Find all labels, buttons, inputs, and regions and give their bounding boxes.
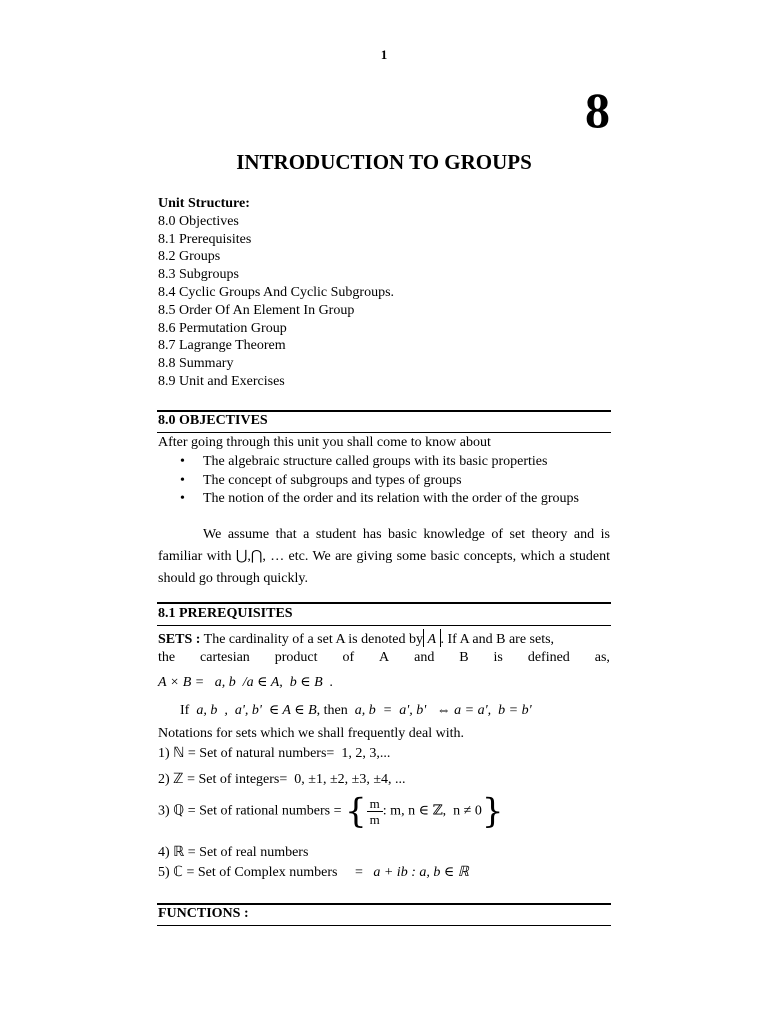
cardinality-symbol: A	[427, 632, 437, 647]
fraction-numerator: m	[367, 796, 383, 812]
list-number: 3)	[158, 803, 170, 819]
unit-structure-heading: Unit Structure:	[158, 196, 250, 211]
then-word: , then	[316, 703, 348, 718]
word: product	[274, 650, 318, 665]
toc-item: 8.0 Objectives	[158, 213, 239, 229]
if-word: If	[180, 703, 190, 718]
bullet-item: • The notion of the order and its relation with the order of the groups	[180, 490, 579, 509]
rationals-symbol: ℚ	[173, 802, 185, 819]
pair-equality-result: a, b = a', b' ⇔ a = a', b = b'	[354, 703, 532, 718]
sets-text: . If A and B are sets,	[440, 632, 555, 647]
toc-item: 8.9 Unit and Exercises	[158, 373, 285, 389]
equals-sign: =	[354, 865, 363, 880]
word: as,	[594, 650, 610, 665]
word: the	[158, 650, 176, 665]
number-set-item	[158, 743, 390, 764]
cartesian-line	[158, 650, 610, 666]
objectives-bullets	[180, 453, 579, 509]
section-rule-top	[157, 602, 611, 604]
reals-symbol: ℝ	[173, 844, 185, 860]
right-brace: }	[481, 791, 504, 832]
list-text: = Set of rational numbers =	[184, 803, 342, 819]
toc-item: 8.2 Groups	[158, 249, 221, 265]
list-number: 2)	[158, 772, 170, 787]
chapter-number: 8	[585, 82, 610, 138]
bullet-item: • The algebraic structure called groups with its basic properties	[180, 453, 579, 472]
toc-item: 8.7 Lagrange Theorem	[158, 338, 286, 354]
objectives-paragraph	[158, 524, 610, 590]
word: cartesian	[200, 650, 250, 665]
fraction-denominator: m	[369, 812, 380, 827]
sets-definition-line	[158, 629, 610, 649]
prerequisites-heading: 8.1 PREREQUISITES	[158, 606, 293, 621]
objectives-heading: 8.0 OBJECTIVES	[158, 413, 268, 428]
word: defined	[527, 650, 570, 665]
complex-symbol: ℂ	[173, 864, 183, 880]
section-rule-bottom	[157, 432, 611, 433]
list-number: 1)	[158, 746, 170, 761]
number-set-item	[158, 769, 406, 790]
page-number: 1	[380, 47, 388, 62]
list-math: a + ib : a, b ∈ ℝ	[373, 865, 469, 880]
list-text: = Set of Complex numbers	[182, 865, 338, 880]
toc-item: 8.1 Prerequisites	[158, 231, 252, 247]
sets-label: SETS :	[158, 632, 201, 647]
number-set-item	[158, 842, 308, 863]
sets-text: The cardinality of a set A is denoted by	[200, 632, 423, 647]
objectives-intro: After going through this unit you shall come to know about	[158, 435, 491, 450]
set-operations-symbols: ⋃,⋂, …	[235, 549, 285, 564]
section-rule-top	[157, 903, 611, 905]
paragraph-text: We assume that a student has basic knowledge of set theory and is familiar with	[158, 527, 610, 564]
toc-item: 8.3 Subgroups	[158, 267, 239, 283]
toc-item: 8.5 Order Of An Element In Group	[158, 302, 355, 318]
section-rule-top	[157, 410, 611, 412]
unit-structure	[158, 195, 394, 391]
naturals-symbol: ℕ	[173, 745, 185, 761]
list-math: 1, 2, 3,...	[334, 746, 391, 761]
number-set-item	[158, 862, 469, 883]
toc-item: 8.8 Summary	[158, 356, 234, 372]
list-text: = Set of natural numbers=	[184, 746, 335, 761]
pair-equality-condition: a, b , a', b' ∈ A ∈ B	[196, 703, 317, 718]
word: A	[379, 650, 390, 665]
cartesian-product-definition: A × B = a, b /a ∈ A, b ∈ B .	[158, 675, 334, 690]
bullet-item: • The concept of subgroups and types of groups	[180, 472, 579, 491]
list-math: : m, n ∈ ℤ, n ≠ 0	[382, 803, 482, 819]
integers-symbol: ℤ	[173, 771, 184, 787]
number-set-item	[158, 791, 504, 832]
list-text: = Set of real numbers	[184, 845, 309, 860]
list-number: 4)	[158, 845, 170, 860]
left-brace: {	[345, 791, 367, 832]
word: of	[342, 650, 355, 665]
list-text: = Set of integers=	[183, 772, 288, 787]
paragraph-text: etc. We are giving some basic concepts, which a student should go through quickly.	[158, 549, 611, 586]
pair-equality-line	[180, 702, 532, 720]
notations-intro: Notations for sets which we shall frequently deal with.	[158, 726, 464, 741]
functions-heading: FUNCTIONS :	[158, 906, 249, 921]
section-rule-bottom	[157, 625, 611, 626]
chapter-title: INTRODUCTION TO GROUPS	[236, 150, 532, 174]
toc-item: 8.6 Permutation Group	[158, 320, 287, 336]
word: is	[493, 650, 503, 665]
fraction	[367, 796, 383, 827]
word: B	[459, 650, 469, 665]
toc-item: 8.4 Cyclic Groups And Cyclic Subgroups.	[158, 284, 395, 300]
section-rule-bottom	[157, 925, 611, 926]
list-math: 0, ±1, ±2, ±3, ±4, ...	[287, 772, 406, 787]
word: and	[414, 650, 435, 665]
list-number: 5)	[158, 865, 170, 880]
